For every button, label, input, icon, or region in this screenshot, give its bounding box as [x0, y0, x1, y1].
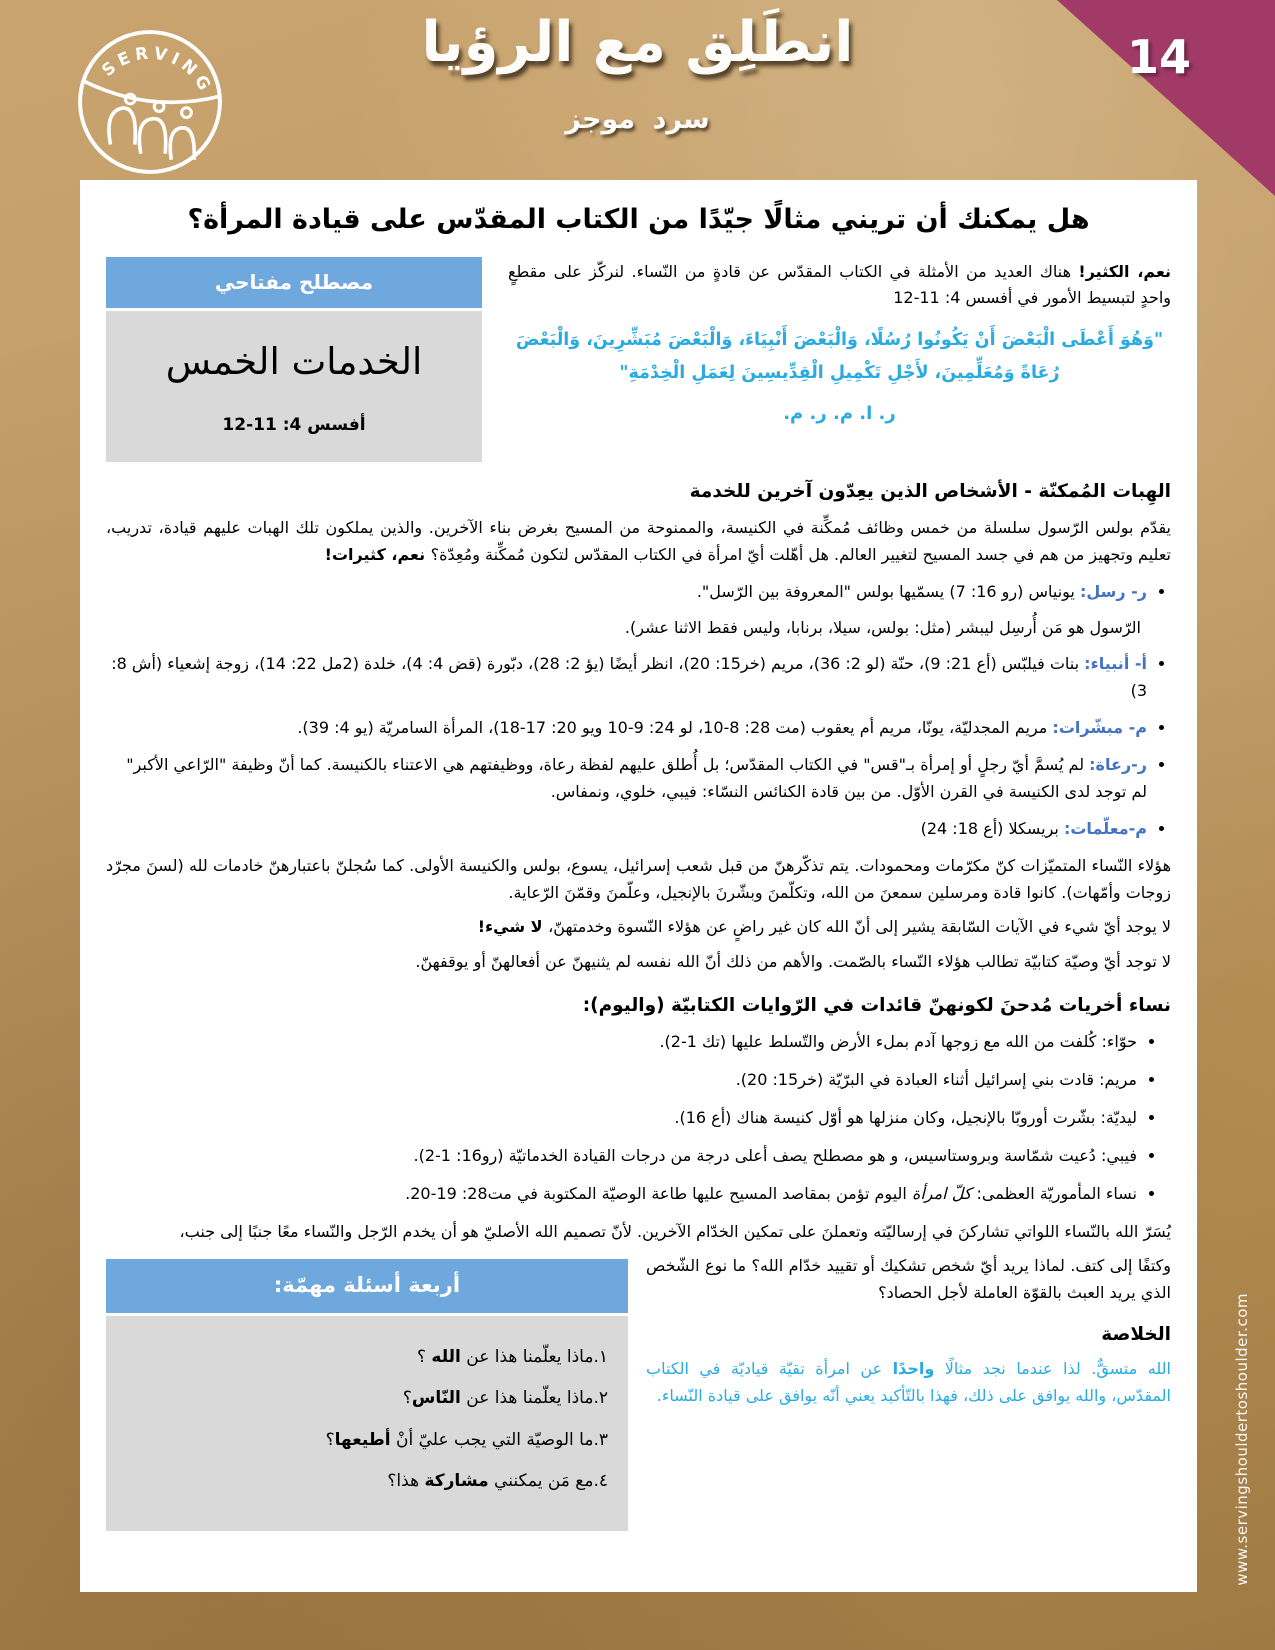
list-item: • مريم: قادت بني إسرائيل أثناء العبادة في البرّيّة (خر15: 20).: [106, 1067, 1137, 1094]
intro-column: [508, 257, 1171, 430]
list-item: • ليديّة: بشّرت أوروبّا بالإنجيل، وكان منزلها هو أوّل كنيسة هناك (أع 16).: [106, 1105, 1137, 1132]
question-item: ٤.مع مَن يمكنني مشاركة هذا؟: [387, 1471, 608, 1492]
page-title: انطَلِق مع الرؤيا: [421, 10, 854, 75]
honored-women-paragraph: هؤلاء النّساء المتميّزات كنّ مكرّمات ومحمودات. يتم تذكّرهنّ من قبل شعب إسرائيل، يسوع، بولس والكنيسة الأولى. كما سُجلنّ باعتبارهنّ خادمات لله (لسنَ مجرّد زوجات وأمّهات). كانوا قادة ومرسلين سمعنَ من الله، وتكلّمنَ وبشّرنَ بالإنجيل، وعلّمنَ وقمّنَ الرّعاية.: [106, 855, 1171, 902]
list-item: • م- مبشّرات: مريم المجدليّة، يونّا، مريم أم يعقوب (مت 28: 8-10، لو 24: 9-10 ويو 20: 17-18)، المرأة السامريّة (يو 4: 39).: [106, 715, 1147, 742]
emphasis-paragraph: لا يوجد أيّ شيء في الآيات السّابقة يشير إلى أنّ الله كان غير راضٍ عن هؤلاء النّسوة وخدمتهنّ، لا شيء!: [477, 917, 1171, 937]
intro-paragraph: نعم، الكثير! هناك العديد من الأمثلة في الكتاب المقدّس عن قادةٍ من النّساء. لنركّز على مقطعٍ واحدٍ لتبسيط الأمور في أفسس 4: 11-12: [508, 261, 1172, 308]
list-item: • فيبي: دُعيت شمّاسة وبروستاسيس، و هو مصطلح يصف أعلى درجة من درجات القيادة الخدماتيّة (رو16: 1-2).: [106, 1143, 1137, 1170]
bullet-label: م- مبشّرات:: [1052, 718, 1147, 738]
section-heading-gifts: الهِبات المُمكنّة - الأشخاص الذين يعِدّون آخرين للخدمة: [689, 480, 1171, 502]
acronym-line: ر. ا. م. ر. م.: [783, 403, 896, 424]
question-title: هل يمكنك أن تريني مثالًا جيّدًا من الكتاب المقدّس على قيادة المرأة؟: [187, 204, 1090, 235]
key-term: الخدمات الخمس: [165, 340, 423, 384]
list-item: • ر-رعاة: لم يُسمَّ أيّ رجلٍ أو إمرأة بـ"قس" في الكتاب المقدّس؛ بل أُطلق عليهم لفظة رعاة، ووظيفتهم هي الاعتناء بالكنيسة. كما أنّ وظيفة "الرّاعي الأكبر" لم توجد لدى الكنيسة في القرن الأوّل. من بين قادة الكنائس النسّاء: فيبي، خلوي، ونمفاس.: [106, 752, 1147, 806]
page-subtitle: سرد موجز: [565, 104, 710, 135]
key-term-reference: أفسس 4: 11-12: [222, 415, 366, 436]
scripture-quote: "وَهُوَ أَعْطَى الْبَعْضَ أَنْ يَكُونُوا رُسُلًا، وَالْبَعْضَ أَنْبِيَاءَ، وَالْبَعْضَ مُبَشِّرِينَ، وَالْبَعْضَ رُعَاةً وَمُعَلِّمِينَ، لأَجْلِ تَكْمِيلِ الْقِدِّيسِينَ لِعَمَلِ الْخِدْمَةِ": [515, 330, 1164, 383]
list-item: • م-معلّمات: بريسكلا (أع 18: 24): [106, 816, 1147, 843]
page-number: 14: [1126, 30, 1191, 84]
bullet-label: م-معلّمات:: [1063, 818, 1147, 838]
logo-text: SERVING: [97, 42, 218, 98]
gifts-paragraph: يقدّم بولس الرّسول سلسلة من خمس وظائف مُمكِّنة في الكنيسة، والممنوحة من المسيح بغرض بناء الآخرين. والذين يملكون تلك الهبات عليهم قيادة، تدريب، تعليم وتجهيز من هم في جسد المسيح لتغيير العالم. هل أهّلت أيّ امرأة في الكتاب المقدّس لتكون مُمكِّنة ومُعِدّة؟ نعم، كثيرات!: [106, 517, 1171, 564]
questions-box: [106, 1259, 628, 1530]
list-item: • حوّاء: كُلفت من الله مع زوجها آدم بملء الأرض والتّسلط عليها (تك 1-2).: [106, 1029, 1137, 1056]
question-item: ١.ماذا يعلّمنا هذا عن الله ؟: [416, 1346, 608, 1367]
silence-paragraph: لا توجد أيّ وصيّة كتابيّة تطالب هؤلاء النّساء بالصّمت. والأهم من ذلك أنّ الله نفسه لم يثنيهنّ عن أفعالهنّ أو يوقفهنّ.: [415, 952, 1171, 972]
conclusion-heading: الخلاصة: [1101, 1324, 1171, 1346]
closing-paragraph-part1: يُسَرّ الله بالنّساء اللواتي تشاركنَ في إرساليّته وتعملنَ على تمكين الخدّام الآخرين. لأنّ تصميم الله الأصليّ هو أن يخدم الرّجل والنّساء معًا جنبًا إلى جنب،: [179, 1221, 1171, 1241]
section-heading-women-leaders: نساء أخريات مُدحنَ لكونهنّ قائدات في الرّوايات الكتابيّة (واليوم):: [582, 995, 1171, 1017]
question-item: ٢.ماذا يعلّمنا هذا عن النّاس؟: [402, 1388, 608, 1409]
women-leaders-bullet-list: [106, 1029, 1171, 1207]
intro-lead: نعم، الكثير!: [1078, 261, 1172, 281]
intro-row: [106, 257, 1171, 462]
question-item: ٣.ما الوصيّة التي يجب عليّ أنْ أطيعها؟: [325, 1429, 608, 1450]
site-url: www.servingshouldertoshoulder.com: [1233, 1293, 1251, 1586]
ministries-bullet-list: [106, 579, 1171, 843]
list-item: • نساء المأموريّة العظمى: كلّ امرأة اليوم تؤمن بمقاصد المسيح عليها طاعة الوصيّة المكتوبة في مت28: 19-20.: [106, 1181, 1137, 1208]
bullet-label: ر-رعاة:: [1089, 755, 1147, 774]
closing-paragraph-part2: وكتفًا إلى كتف. لماذا يريد أيّ شخص تشكيك أو تقييد خدّام الله؟ ما نوع الشّخص الذي يريد العبث بالقوّة العاملة لأجل الحصاد؟: [646, 1256, 1171, 1303]
conclusion-paragraph: الله متسقٌّ. لذا عندما نجد مثالًا واحدًا عن امرأة تقيّة قياديّة في الكتاب المقدّس، والله يوافق على ذلك، فهذا بالتّأكيد يعني أنّه يوافق على قيادة النّساء.: [646, 1359, 1172, 1406]
bullet-label: ر- رسل:: [1079, 581, 1147, 601]
bottom-section: [106, 1219, 1171, 1533]
questions-box-body: [106, 1316, 628, 1531]
key-term-box-header: مصطلح مفتاحي: [106, 257, 482, 312]
content-page: [80, 180, 1197, 1592]
bullet-label: أ- أنبياء:: [1084, 654, 1147, 674]
list-item: • ر- رسل: يونياس (رو 16: 7) يسمّيها بولس "المعروفة بين الرّسل". الرّسول هو مَن أُرسِل ليبشر (مثل: بولس، سيلا، برنابا، وليس فقط الاثنا عشر).: [106, 579, 1147, 642]
list-item: • أ- أنبياء: بنات فيلبّس (أع 21: 9)، حنّة (لو 2: 36)، مريم (خر15: 20)، انظر أيضًا (يؤ 2: 28)، دبّورة (قض 4: 4)، خلدة (2مل 22: 14)، زوجة إشعياء (أش 8: 3): [106, 651, 1147, 705]
key-term-box-body: [106, 311, 482, 462]
key-term-box: [106, 257, 482, 462]
bullet-subline: الرّسول هو مَن أُرسِل ليبشر (مثل: بولس، سيلا، برنابا، وليس فقط الاثنا عشر).: [624, 617, 1141, 637]
questions-box-header: أربعة أسئلة مهمّة:: [106, 1259, 628, 1315]
